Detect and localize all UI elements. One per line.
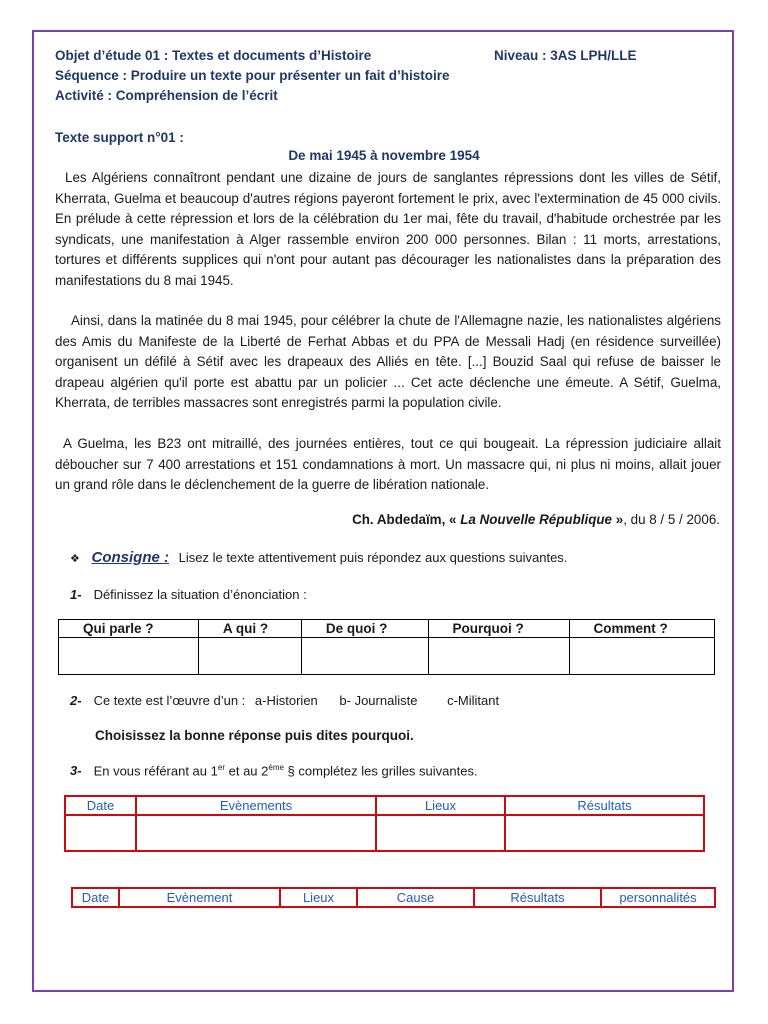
t1-header-de-quoi: De quoi ? (301, 620, 428, 638)
t2-header-lieux: Lieux (376, 796, 505, 815)
header-niveau: Niveau : 3AS LPH/LLE (494, 48, 637, 63)
t2-cell[interactable] (65, 815, 136, 851)
t2-header-evenements: Evènements (136, 796, 376, 815)
question-1-text: Définissez la situation d’énonciation : (93, 587, 307, 602)
question-1-number: 1- (70, 587, 82, 602)
question-3-number: 3- (70, 763, 82, 779)
t3-header-date: Date (72, 888, 119, 907)
t2-cell[interactable] (505, 815, 704, 851)
signature-journal: La Nouvelle République (460, 512, 613, 527)
t1-header-pourquoi: Pourquoi ? (428, 620, 569, 638)
option-c: c-Militant (447, 693, 500, 708)
header-activite: Activité : Compréhension de l’écrit (55, 88, 278, 103)
paragraph-2: Ainsi, dans la matinée du 8 mai 1945, pour célébrer la chute de l'Allemagne nazie, les nationalistes algériens des Amis du Manifeste de la Liberté de Ferhat Abbas et du PPA de Messali Hadj (en résidence surveillée) organisent un défilé à Sétif avec les drapeaux des Alliés en tête. [...] Bouzid Saal qui refuse de baisser le drapeau algérien qu'il porte est abattu par un policier ... Cet acte déclenche une émeute. A Sétif, Guelma, Kherrata, de terribles massacres sont enregistrés parmi la population civile. (55, 313, 721, 411)
events-grid-2 (71, 887, 716, 908)
paragraph-1: Les Algériens connaîtront pendant une dizaine de jours de sanglantes répressions dont les villes de Sétif, Kherrata, Guelma et beaucoup d'autres régions payeront fortement le prix, avec l'extermination de 45 000 civils. En prélude à cette répression et lors de la célébration du 1er mai, fête du travail, d'habitude orchestrée par les syndicats, une manifestation à Alger rassemble environ 200 000 personnes. Bilan : 11 morts, arrestations, tortures et différents supplices qui n'ont pour autant pas décourager les nationalistes dans la préparation des manifestations du 8 mai 1945. (55, 170, 721, 288)
t2-cell[interactable] (136, 815, 376, 851)
option-b: b- Journaliste (339, 693, 418, 708)
question-1 (70, 587, 307, 602)
question-2-number: 2- (70, 693, 82, 708)
option-a: a-Historien (254, 693, 318, 708)
question-2-instruction: Choisissez la bonne réponse puis dites pourquoi. (95, 728, 414, 743)
t1-cell[interactable] (301, 638, 428, 675)
consigne-line (70, 549, 567, 566)
t1-header-comment: Comment ? (569, 620, 714, 638)
question-3 (70, 763, 478, 778)
signature-author: Ch. Abdedaïm, « (352, 512, 457, 527)
signature (352, 512, 720, 527)
enonciation-table (58, 619, 715, 675)
paragraph-3: A Guelma, les B23 ont mitraillé, des journées entières, tout ce qui bougeait. La répression judiciaire allait déboucher sur 7 400 arrestations et 151 condamnations à mort. Un massacre qui, ni plus ni moins, allait jouer un grand rôle dans le déclenchement de la guerre de libération nationale. (55, 436, 721, 493)
t3-header-personnalites: personnalités (601, 888, 715, 907)
t3-header-cause: Cause (357, 888, 474, 907)
sup-eme: ème (268, 763, 284, 772)
t2-header-date: Date (65, 796, 136, 815)
question-2-text: Ce texte est l’œuvre d’un : (93, 693, 246, 708)
t2-cell[interactable] (376, 815, 505, 851)
t3-header-lieux: Lieux (280, 888, 357, 907)
diamond-bullet-icon: ❖ (70, 553, 80, 565)
support-label: Texte support n°01 : (55, 130, 184, 145)
t2-header-resultats: Résultats (505, 796, 704, 815)
consigne-text: Lisez le texte attentivement puis répondez aux questions suivantes. (178, 550, 568, 565)
text-title: De mai 1945 à novembre 1954 (288, 148, 480, 163)
t1-cell[interactable] (198, 638, 301, 675)
header-objet: Objet d’étude 01 : Textes et documents d’Histoire (55, 48, 372, 63)
t1-cell[interactable] (428, 638, 569, 675)
signature-close: » (615, 512, 624, 527)
t3-header-evenement: Evènement (119, 888, 280, 907)
question-3-text-c: § complétez les grilles suivantes. (283, 763, 478, 779)
t1-header-a-qui: A qui ? (198, 620, 301, 638)
t1-cell[interactable] (59, 638, 199, 675)
t1-cell[interactable] (569, 638, 714, 675)
consigne-label: Consigne : (91, 549, 169, 566)
question-2 (70, 693, 499, 708)
question-3-text-b: et au 2 (225, 763, 269, 779)
t1-header-qui: Qui parle ? (59, 620, 199, 638)
question-3-text-a: En vous référant au 1 (93, 763, 218, 779)
t3-header-resultats: Résultats (474, 888, 601, 907)
header-sequence: Séquence : Produire un texte pour présenter un fait d’histoire (55, 68, 450, 83)
signature-date: , du 8 / 5 / 2006. (623, 512, 720, 527)
events-grid-1 (64, 795, 705, 852)
sup-er: er (217, 763, 225, 772)
